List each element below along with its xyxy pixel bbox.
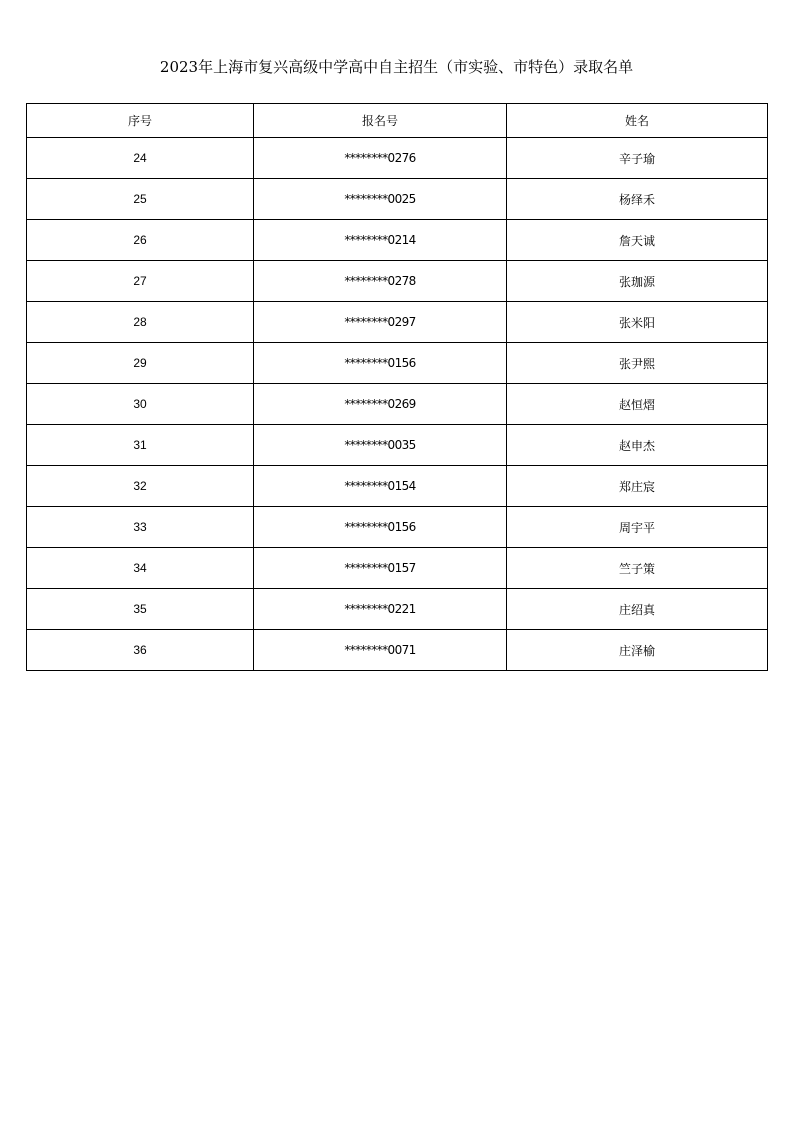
table-header-row [27, 104, 768, 138]
cell-seq: 35 [27, 589, 254, 630]
header-reg-no: 报名号 [254, 104, 507, 138]
cell-seq: 25 [27, 179, 254, 220]
cell-name: 郑庄宸 [507, 466, 768, 507]
cell-reg-no: ********0025 [254, 179, 507, 220]
table-row [27, 589, 768, 630]
table-row [27, 220, 768, 261]
cell-reg-no: ********0156 [254, 343, 507, 384]
cell-name: 辛子瑜 [507, 138, 768, 179]
cell-name: 庄绍真 [507, 589, 768, 630]
cell-seq: 31 [27, 425, 254, 466]
cell-reg-no: ********0154 [254, 466, 507, 507]
cell-name: 张米阳 [507, 302, 768, 343]
header-seq: 序号 [27, 104, 254, 138]
page-title: 2023年上海市复兴高级中学高中自主招生（市实验、市特色）录取名单 [159, 58, 634, 76]
cell-reg-no: ********0297 [254, 302, 507, 343]
admission-table [26, 103, 768, 671]
cell-seq: 28 [27, 302, 254, 343]
header-name: 姓名 [507, 104, 768, 138]
cell-reg-no: ********0221 [254, 589, 507, 630]
cell-seq: 32 [27, 466, 254, 507]
table-row [27, 507, 768, 548]
cell-name: 庄泽榆 [507, 630, 768, 671]
cell-name: 詹天诚 [507, 220, 768, 261]
cell-name: 杨绎禾 [507, 179, 768, 220]
cell-seq: 34 [27, 548, 254, 589]
cell-seq: 29 [27, 343, 254, 384]
cell-seq: 27 [27, 261, 254, 302]
table-row [27, 302, 768, 343]
table-row [27, 466, 768, 507]
cell-reg-no: ********0156 [254, 507, 507, 548]
cell-name: 竺子策 [507, 548, 768, 589]
cell-seq: 36 [27, 630, 254, 671]
cell-name: 周宇平 [507, 507, 768, 548]
table-row [27, 630, 768, 671]
cell-reg-no: ********0278 [254, 261, 507, 302]
cell-name: 张尹熙 [507, 343, 768, 384]
cell-reg-no: ********0214 [254, 220, 507, 261]
table-row [27, 548, 768, 589]
table-row [27, 425, 768, 466]
table-row [27, 343, 768, 384]
cell-reg-no: ********0269 [254, 384, 507, 425]
cell-reg-no: ********0157 [254, 548, 507, 589]
table-row [27, 261, 768, 302]
table-row [27, 384, 768, 425]
cell-reg-no: ********0071 [254, 630, 507, 671]
cell-name: 赵恒熠 [507, 384, 768, 425]
cell-reg-no: ********0276 [254, 138, 507, 179]
cell-name: 张珈源 [507, 261, 768, 302]
table-row [27, 179, 768, 220]
cell-seq: 33 [27, 507, 254, 548]
cell-name: 赵申杰 [507, 425, 768, 466]
cell-seq: 30 [27, 384, 254, 425]
cell-reg-no: ********0035 [254, 425, 507, 466]
table-row [27, 138, 768, 179]
cell-seq: 24 [27, 138, 254, 179]
cell-seq: 26 [27, 220, 254, 261]
